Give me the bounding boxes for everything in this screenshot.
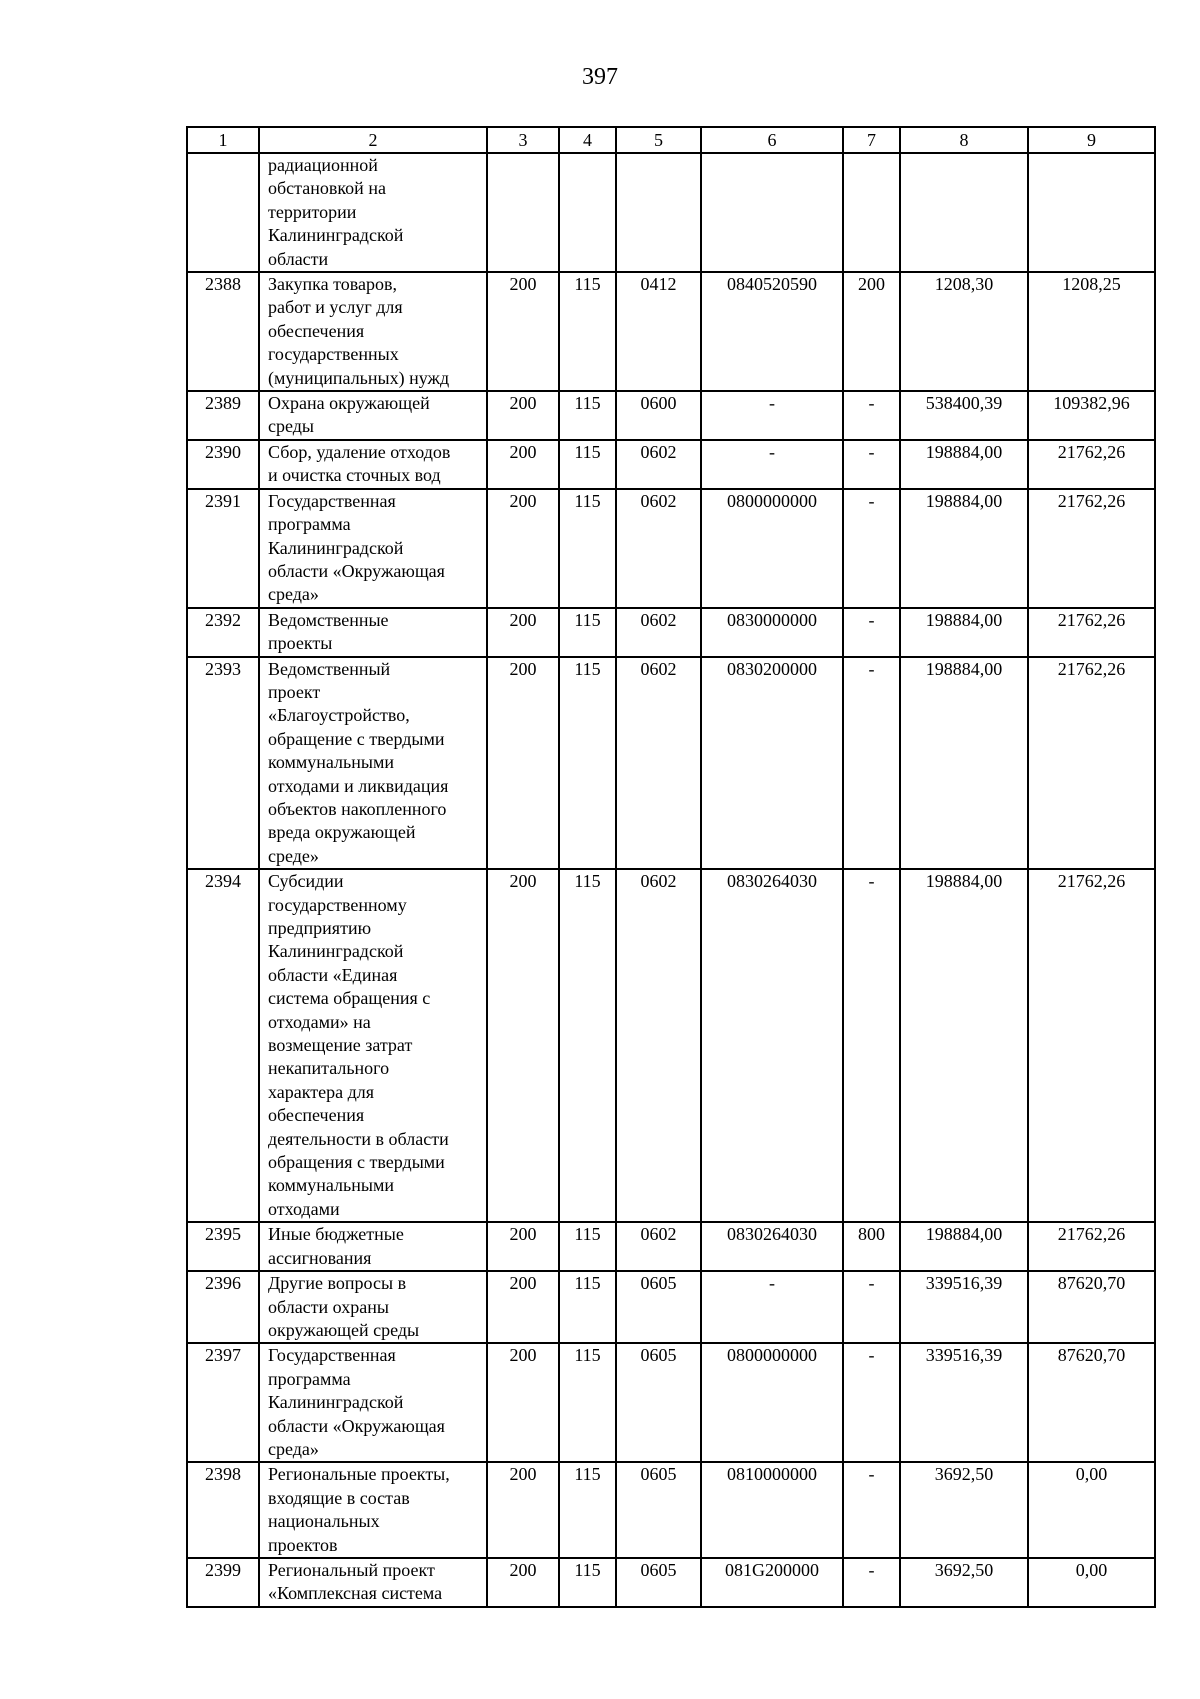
col-3-value: 200 — [487, 1558, 559, 1607]
table-row — [187, 153, 1155, 272]
col-9-value: 21762,26 — [1028, 657, 1155, 870]
col-8-value: 1208,30 — [900, 272, 1028, 391]
table-row — [187, 1558, 1155, 1607]
col-6-value: 0800000000 — [701, 1343, 843, 1462]
row-number: 2399 — [187, 1558, 259, 1607]
col-6-value: - — [701, 391, 843, 440]
header-cell: 8 — [900, 127, 1028, 153]
col-7-value: - — [843, 1462, 900, 1558]
col-7-value: - — [843, 1271, 900, 1343]
row-name-line: объектов накопленного — [268, 798, 447, 819]
col-5-value: 0605 — [616, 1271, 701, 1343]
col-5-value — [616, 153, 701, 272]
row-name — [259, 1222, 487, 1271]
table-row — [187, 391, 1155, 440]
row-name-line: возмещение затрат — [268, 1035, 413, 1056]
table-row — [187, 1343, 1155, 1462]
row-name-line: Ведомственный — [268, 658, 391, 679]
row-name-line: Калининградской — [268, 941, 404, 962]
row-name-line: программа — [268, 514, 351, 535]
table-row — [187, 869, 1155, 1222]
row-number: 2394 — [187, 869, 259, 1222]
row-name — [259, 489, 487, 608]
row-name-line: отходами и ликвидация — [268, 775, 449, 796]
col-8-value: 339516,39 — [900, 1343, 1028, 1462]
col-9-value: 21762,26 — [1028, 869, 1155, 1222]
col-6-value: 0830200000 — [701, 657, 843, 870]
row-name-line: проекты — [268, 633, 333, 654]
row-number: 2391 — [187, 489, 259, 608]
row-name-line: Калининградской — [268, 1392, 404, 1413]
header-cell: 4 — [559, 127, 616, 153]
row-name-line: программа — [268, 1368, 351, 1389]
col-7-value: - — [843, 657, 900, 870]
row-name-line: характера для — [268, 1081, 375, 1102]
col-4-value: 115 — [559, 489, 616, 608]
row-name-line: области «Окружающая — [268, 560, 445, 581]
col-3-value: 200 — [487, 1271, 559, 1343]
col-7-value: 800 — [843, 1222, 900, 1271]
table-row — [187, 1222, 1155, 1271]
row-number: 2398 — [187, 1462, 259, 1558]
row-name — [259, 440, 487, 489]
row-name-line: среде» — [268, 845, 319, 866]
col-4-value: 115 — [559, 391, 616, 440]
row-name-line: Региональные проекты, — [268, 1464, 450, 1485]
row-name-line: национальных — [268, 1511, 380, 1532]
col-3-value — [487, 153, 559, 272]
col-6-value: 0830264030 — [701, 1222, 843, 1271]
row-name — [259, 153, 487, 272]
col-9-value: 21762,26 — [1028, 440, 1155, 489]
row-name-line: области «Единая — [268, 964, 398, 985]
col-9-value: 21762,26 — [1028, 608, 1155, 657]
col-8-value: 198884,00 — [900, 657, 1028, 870]
table-row — [187, 608, 1155, 657]
header-row — [187, 127, 1155, 153]
col-7-value: - — [843, 489, 900, 608]
row-name — [259, 1271, 487, 1343]
row-number: 2397 — [187, 1343, 259, 1462]
row-name-line: отходами — [268, 1198, 340, 1219]
col-5-value: 0605 — [616, 1462, 701, 1558]
col-4-value: 115 — [559, 1343, 616, 1462]
col-8-value: 198884,00 — [900, 489, 1028, 608]
header-cell: 2 — [259, 127, 487, 153]
row-name-line: области охраны — [268, 1296, 389, 1317]
row-name-line: деятельности в области — [268, 1128, 449, 1149]
col-4-value — [559, 153, 616, 272]
row-name-line: входящие в состав — [268, 1487, 410, 1508]
row-name-line: обращение с твердыми — [268, 728, 445, 749]
row-name-line: окружающей среды — [268, 1319, 420, 1340]
row-name-line: Калининградской — [268, 537, 404, 558]
col-5-value: 0602 — [616, 489, 701, 608]
col-8-value — [900, 153, 1028, 272]
row-name — [259, 608, 487, 657]
row-name-line: работ и услуг для — [268, 297, 403, 318]
col-6-value: 081G200000 — [701, 1558, 843, 1607]
col-8-value: 198884,00 — [900, 608, 1028, 657]
table-row — [187, 1462, 1155, 1558]
col-4-value: 115 — [559, 1462, 616, 1558]
row-name-line: Закупка товаров, — [268, 274, 397, 295]
col-4-value: 115 — [559, 657, 616, 870]
col-3-value: 200 — [487, 440, 559, 489]
col-4-value: 115 — [559, 608, 616, 657]
col-4-value: 115 — [559, 1222, 616, 1271]
row-name — [259, 1558, 487, 1607]
header-cell: 3 — [487, 127, 559, 153]
col-8-value: 339516,39 — [900, 1271, 1028, 1343]
col-6-value: - — [701, 1271, 843, 1343]
row-name-line: система обращения с — [268, 988, 431, 1009]
row-name-line: «Комплексная система — [268, 1583, 443, 1604]
col-4-value: 115 — [559, 440, 616, 489]
col-6-value — [701, 153, 843, 272]
row-name-line: среды — [268, 416, 314, 437]
row-name-line: обеспечения — [268, 1105, 365, 1126]
row-name-line: области «Окружающая — [268, 1415, 445, 1436]
col-7-value — [843, 153, 900, 272]
col-3-value: 200 — [487, 1462, 559, 1558]
col-8-value: 198884,00 — [900, 1222, 1028, 1271]
col-3-value: 200 — [487, 489, 559, 608]
col-3-value: 200 — [487, 1343, 559, 1462]
col-3-value: 200 — [487, 1222, 559, 1271]
col-7-value: - — [843, 391, 900, 440]
header-cell: 9 — [1028, 127, 1155, 153]
row-name-line: Государственная — [268, 1345, 396, 1366]
row-name-line: обстановкой на — [268, 178, 386, 199]
col-4-value: 115 — [559, 1271, 616, 1343]
row-number: 2389 — [187, 391, 259, 440]
col-5-value: 0600 — [616, 391, 701, 440]
col-5-value: 0602 — [616, 440, 701, 489]
col-9-value: 0,00 — [1028, 1462, 1155, 1558]
row-name-line: коммунальными — [268, 752, 394, 773]
row-number: 2390 — [187, 440, 259, 489]
row-name-line: предприятию — [268, 918, 372, 938]
col-5-value: 0605 — [616, 1343, 701, 1462]
row-number: 2395 — [187, 1222, 259, 1271]
col-3-value: 200 — [487, 272, 559, 391]
table-row — [187, 657, 1155, 870]
row-name-line: «Благоустройство, — [268, 705, 410, 726]
row-name-line: некапитального — [268, 1058, 390, 1079]
col-4-value: 115 — [559, 1558, 616, 1607]
row-number: 2388 — [187, 272, 259, 391]
row-name-line: проектов — [268, 1534, 338, 1555]
col-9-value: 87620,70 — [1028, 1271, 1155, 1343]
row-name-line: среда» — [268, 1438, 319, 1459]
row-name — [259, 869, 487, 1222]
col-5-value: 0602 — [616, 657, 701, 870]
row-name-line: государственных — [268, 344, 399, 365]
row-number: 2393 — [187, 657, 259, 870]
row-name — [259, 391, 487, 440]
col-5-value: 0602 — [616, 608, 701, 657]
header-cell: 6 — [701, 127, 843, 153]
row-number — [187, 153, 259, 272]
row-name-line: (муниципальных) нужд — [268, 367, 450, 388]
col-8-value: 198884,00 — [900, 869, 1028, 1222]
row-name-line: области — [268, 248, 329, 269]
row-name-line: государственному — [268, 894, 407, 915]
row-name — [259, 657, 487, 870]
col-8-value: 198884,00 — [900, 440, 1028, 489]
table-row — [187, 1271, 1155, 1343]
col-7-value: - — [843, 608, 900, 657]
header-cell: 1 — [187, 127, 259, 153]
col-8-value: 3692,50 — [900, 1462, 1028, 1558]
col-9-value — [1028, 153, 1155, 272]
row-number: 2392 — [187, 608, 259, 657]
col-6-value: 0800000000 — [701, 489, 843, 608]
row-name-line: Субсидии — [268, 871, 344, 892]
col-9-value: 87620,70 — [1028, 1343, 1155, 1462]
col-8-value: 538400,39 — [900, 391, 1028, 440]
col-3-value: 200 — [487, 608, 559, 657]
header-cell: 7 — [843, 127, 900, 153]
row-name-line: Сбор, удаление отходов — [268, 441, 451, 462]
row-name-line: Охрана окружающей — [268, 393, 430, 414]
col-9-value: 21762,26 — [1028, 489, 1155, 608]
row-name-line: отходами» на — [268, 1011, 371, 1032]
table-row — [187, 440, 1155, 489]
col-7-value: - — [843, 869, 900, 1222]
row-name-line: территории — [268, 201, 357, 222]
col-4-value: 115 — [559, 869, 616, 1222]
row-name-line: и очистка сточных вод — [268, 465, 441, 486]
col-8-value: 3692,50 — [900, 1558, 1028, 1607]
col-9-value: 0,00 — [1028, 1558, 1155, 1607]
row-name-line: обеспечения — [268, 320, 365, 341]
col-6-value: 0840520590 — [701, 272, 843, 391]
col-5-value: 0412 — [616, 272, 701, 391]
row-name-line: проект — [268, 681, 321, 702]
row-name-line: среда» — [268, 584, 319, 605]
col-7-value: - — [843, 440, 900, 489]
col-6-value: - — [701, 440, 843, 489]
col-9-value: 1208,25 — [1028, 272, 1155, 391]
table-row — [187, 272, 1155, 391]
table-body — [187, 127, 1155, 1607]
col-9-value: 21762,26 — [1028, 1222, 1155, 1271]
row-number: 2396 — [187, 1271, 259, 1343]
col-3-value: 200 — [487, 391, 559, 440]
budget-table — [186, 126, 1156, 1608]
col-6-value: 0810000000 — [701, 1462, 843, 1558]
header-cell: 5 — [616, 127, 701, 153]
col-5-value: 0605 — [616, 1558, 701, 1607]
row-name-line: коммунальными — [268, 1175, 394, 1196]
col-4-value: 115 — [559, 272, 616, 391]
col-5-value: 0602 — [616, 869, 701, 1222]
row-name-line: Другие вопросы в — [268, 1273, 407, 1294]
table-row — [187, 489, 1155, 608]
row-name-line: Государственная — [268, 490, 396, 511]
col-7-value: - — [843, 1558, 900, 1607]
col-6-value: 0830000000 — [701, 608, 843, 657]
row-name-line: обращения с твердыми — [268, 1152, 445, 1173]
col-9-value: 109382,96 — [1028, 391, 1155, 440]
row-name — [259, 272, 487, 391]
row-name-line: Региональный проект — [268, 1559, 435, 1580]
col-3-value: 200 — [487, 869, 559, 1222]
row-name-line: Иные бюджетные — [268, 1224, 404, 1245]
col-7-value: 200 — [843, 272, 900, 391]
row-name-line: Калининградской — [268, 225, 404, 246]
col-5-value: 0602 — [616, 1222, 701, 1271]
page-number: 397 — [582, 64, 618, 90]
row-name — [259, 1462, 487, 1558]
row-name-line: ассигнования — [268, 1247, 372, 1268]
col-6-value: 0830264030 — [701, 869, 843, 1222]
col-7-value: - — [843, 1343, 900, 1462]
row-name-line: радиационной — [268, 155, 378, 175]
row-name-line: Ведомственные — [268, 609, 389, 630]
col-3-value: 200 — [487, 657, 559, 870]
row-name — [259, 1343, 487, 1462]
row-name-line: вреда окружающей — [268, 822, 416, 843]
